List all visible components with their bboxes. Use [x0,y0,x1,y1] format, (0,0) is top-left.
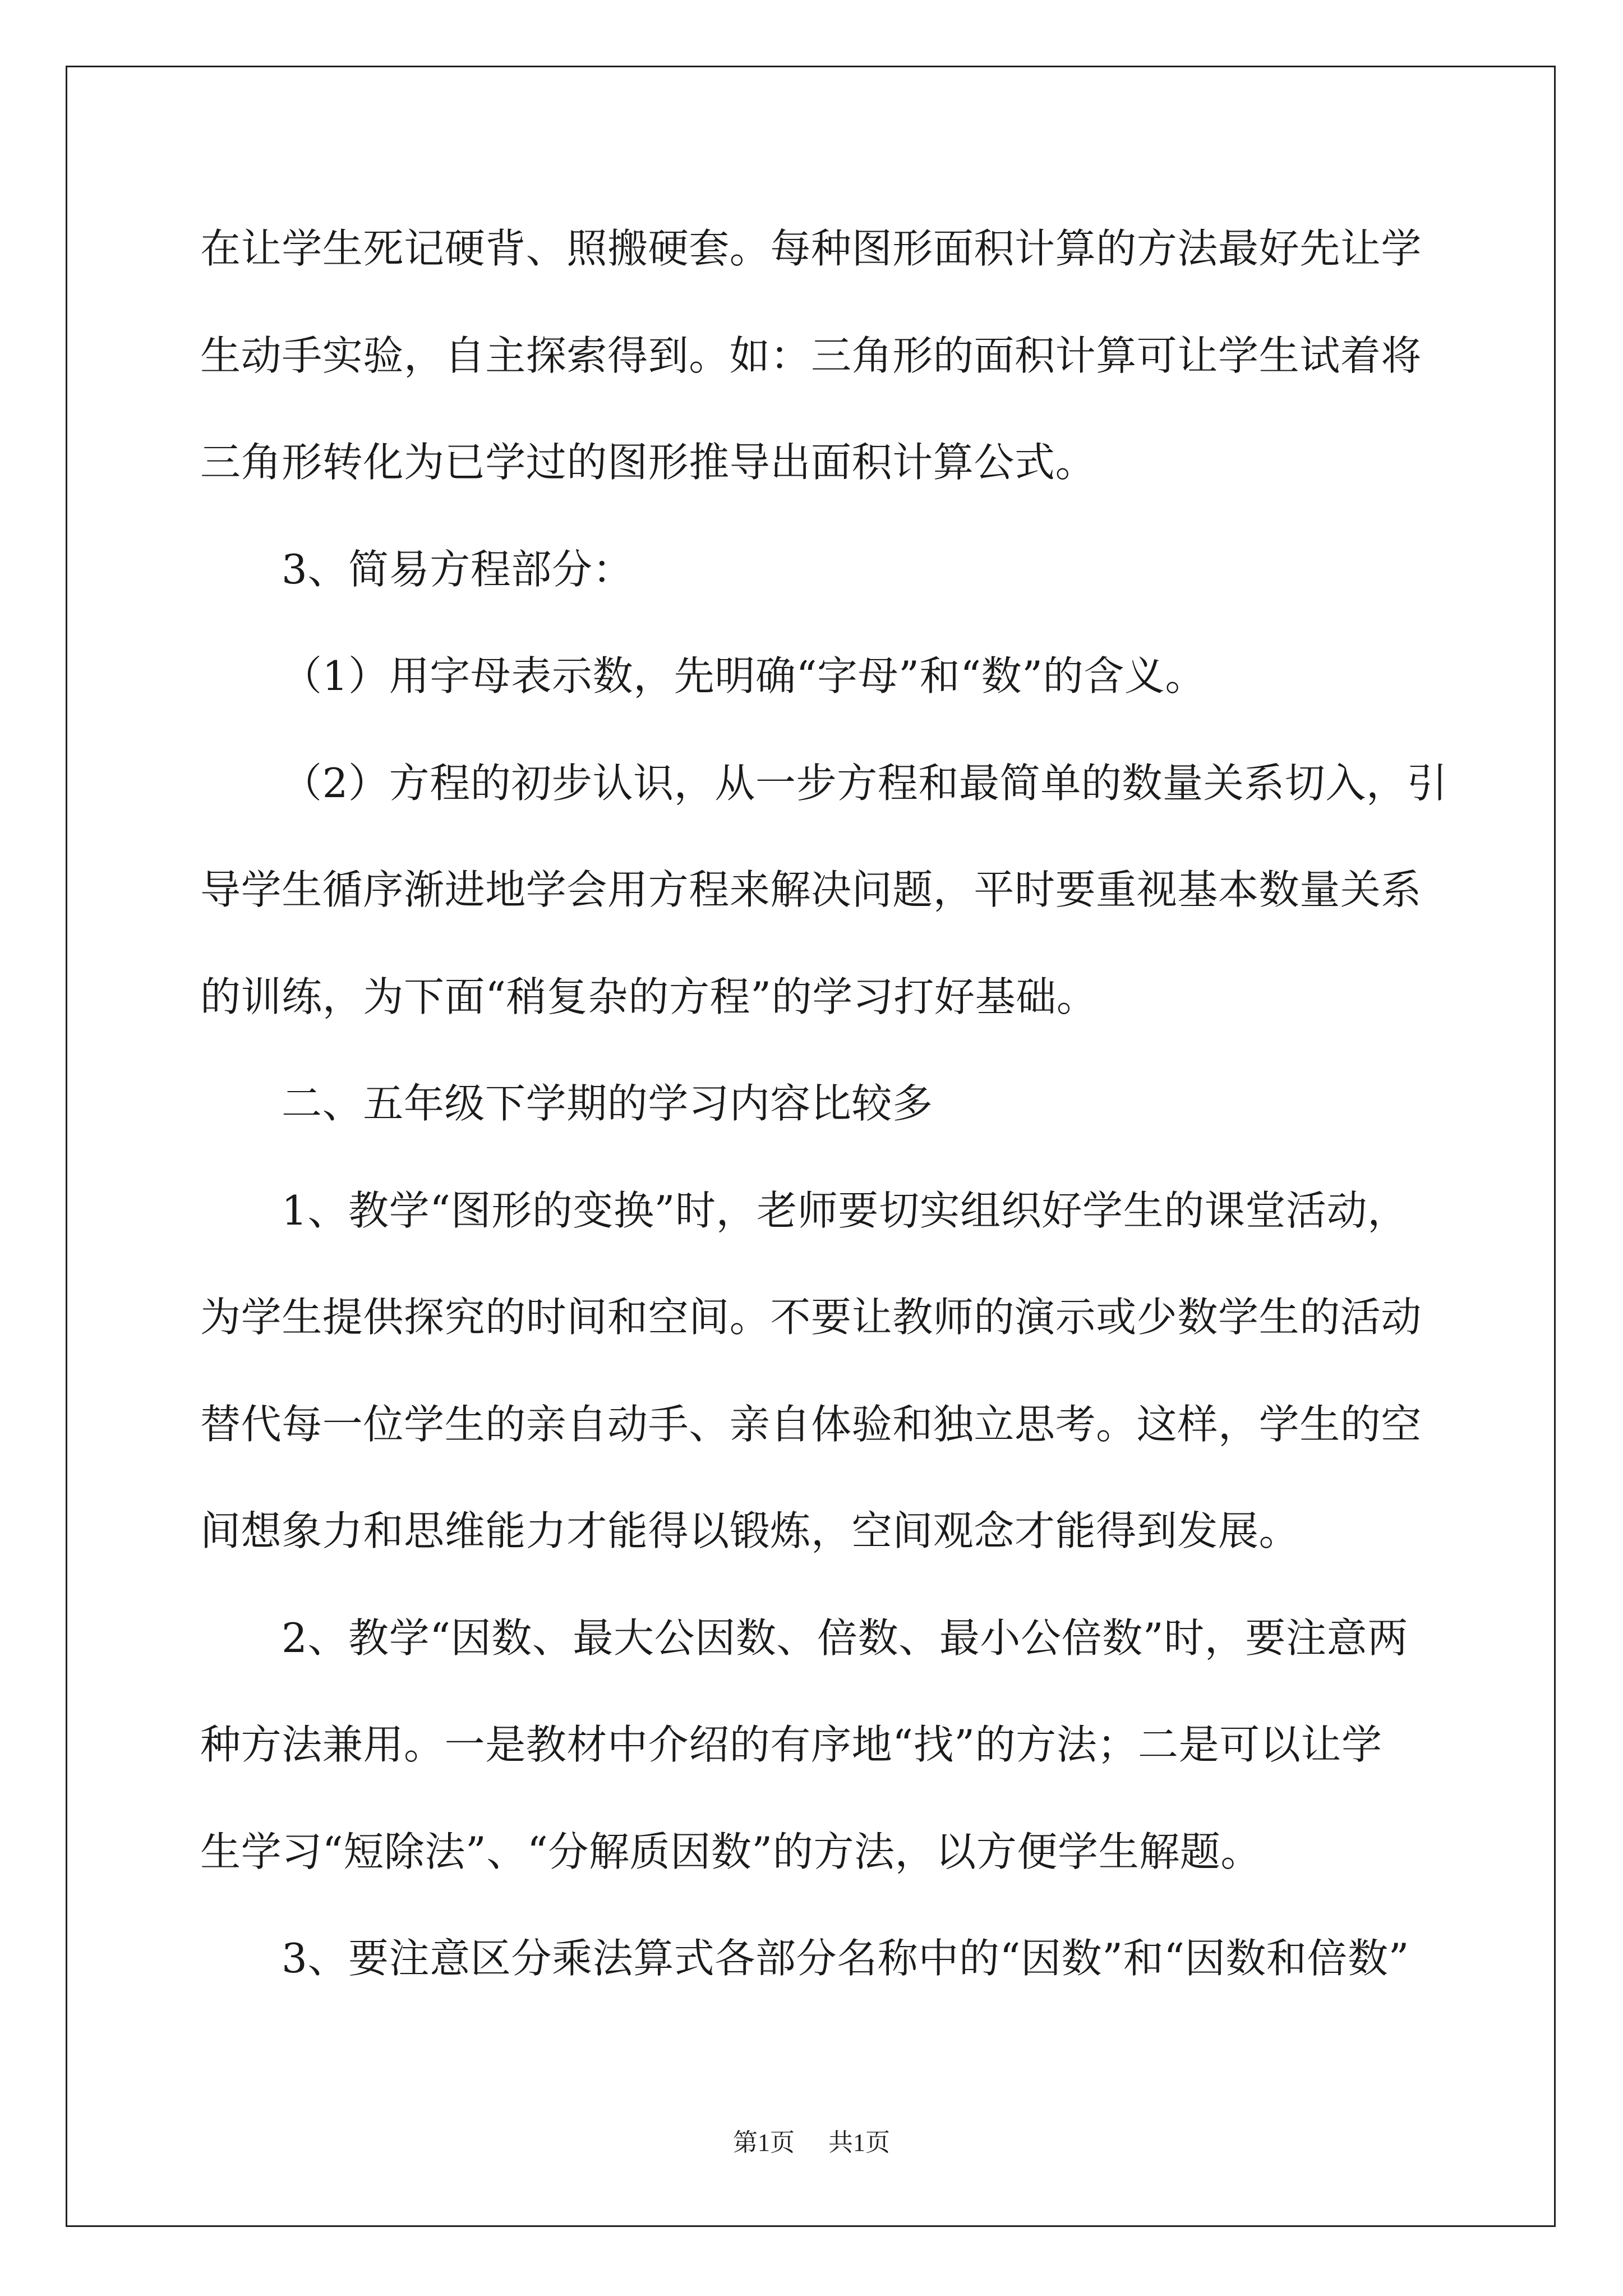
text-line: 的训练，为下面“稍复杂的方程”的学习打好基础。 [200,973,1098,1020]
paragraph [200,623,1490,730]
text-line: 间想象力和思维能力才能得以锻炼，空间观念才能得到发展。 [200,1507,1300,1554]
text-line: （1）用字母表示数，先明确“字母”和“数”的含义。 [282,652,1206,700]
page-total: 共1页 [828,2129,890,2156]
page-footer [0,2126,1623,2160]
section-heading [200,1050,1490,1157]
text-line: 生动手实验，自主探索得到。如：三角形的面积计算可让学生试着将 [200,332,1422,379]
text-line: 替代每一位学生的亲自动手、亲自体验和独立思考。这样，学生的空 [200,1400,1422,1448]
section-heading [200,516,1490,623]
text-line: 3、简易方程部分： [282,545,634,593]
text-line: 3、要注意区分乘法算式各部分名称中的“因数”和“因数和倍数” [282,1935,1410,1982]
text-line: 种方法兼用。一是教材中介绍的有序地“找”的方法；二是可以让学 [200,1721,1382,1768]
text-line: （2）方程的初步认识，从一步方程和最简单的数量关系切入，引 [282,759,1448,807]
text-line: 二、五年级下学期的学习内容比较多 [282,1080,933,1127]
paragraph [200,195,1490,516]
text-line: 导学生循序渐进地学会用方程来解决问题，平时要重视基本数量关系 [200,866,1422,913]
text-line: 三角形转化为已学过的图形推导出面积计算公式。 [200,439,1096,486]
text-line: 为学生提供探究的时间和空间。不要让教师的演示或少数学生的活动 [200,1294,1422,1341]
text-line: 2、教学“因数、最大公因数、倍数、最小公倍数”时，要注意两 [282,1614,1408,1662]
page-number: 第1页 [733,2129,795,2156]
paragraph [200,1905,1490,2012]
paragraph [200,1585,1490,1906]
text-line: 在让学生死记硬背、照搬硬套。每种图形面积计算的方法最好先让学 [200,225,1422,272]
document-body [200,195,1490,2012]
text-line: 生学习“短除法”、“分解质因数”的方法，以方便学生解题。 [200,1828,1262,1875]
paragraph [200,1157,1490,1585]
paragraph [200,730,1490,1051]
text-line: 1、教学“图形的变换”时，老师要切实组织好学生的课堂活动， [282,1186,1408,1234]
